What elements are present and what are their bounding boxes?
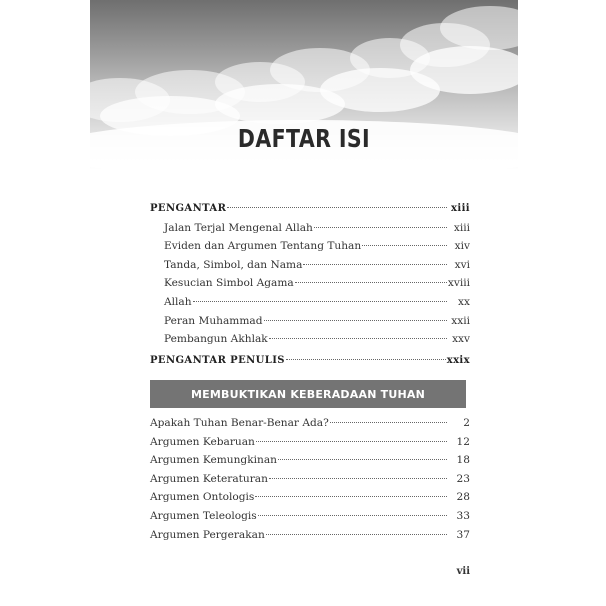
toc-page-number: xxii <box>451 314 470 327</box>
toc-page-number: xvi <box>454 258 470 271</box>
dot-leader <box>362 245 447 246</box>
toc-entry-label: Argumen Kemungkinan <box>150 454 277 467</box>
toc-entry-label: Argumen Kebaruan <box>150 435 255 448</box>
dot-leader <box>258 515 447 516</box>
dot-leader <box>255 496 447 497</box>
toc-entry-label: Allah <box>164 295 192 308</box>
toc-page-number: 18 <box>456 454 470 467</box>
dot-leader <box>256 441 447 442</box>
toc-page-number: 23 <box>456 472 470 485</box>
toc-page-number: 28 <box>456 491 470 504</box>
dot-leader <box>193 301 447 302</box>
toc-entry-label: Argumen Pergerakan <box>150 528 265 541</box>
toc-entry-label: Jalan Terjal Mengenal Allah <box>164 221 313 234</box>
toc-row[interactable] <box>150 312 470 331</box>
toc-entry-label: Argumen Keteraturan <box>150 472 268 485</box>
toc-entry-label: Tanda, Simbol, dan Nama <box>164 258 303 271</box>
toc-entry-label: PENGANTAR PENULIS <box>150 354 285 366</box>
toc-row[interactable] <box>150 237 470 256</box>
dot-leader <box>278 459 447 460</box>
toc-row[interactable] <box>150 293 470 312</box>
toc-page-number: xiii <box>453 221 470 234</box>
toc-row[interactable] <box>150 451 470 470</box>
toc-row[interactable] <box>150 488 470 507</box>
toc-entry-label: Apakah Tuhan Benar-Benar Ada? <box>150 417 329 429</box>
toc-page-number: xviii <box>447 277 470 290</box>
dot-leader <box>295 282 447 283</box>
toc-row[interactable] <box>150 433 470 452</box>
dot-leader <box>266 534 447 535</box>
toc-row[interactable] <box>150 352 470 371</box>
toc-row[interactable] <box>150 507 470 526</box>
toc-page-number: xiii <box>451 203 470 214</box>
front-matter-toc <box>150 200 470 370</box>
toc-row[interactable] <box>150 414 470 433</box>
dot-leader <box>286 359 446 360</box>
toc-entry-label: Argumen Teleologis <box>150 509 257 522</box>
toc-row[interactable] <box>150 274 470 293</box>
toc-row[interactable] <box>150 470 470 489</box>
page-title: DAFTAR ISI <box>237 124 371 153</box>
toc-row[interactable] <box>150 330 470 349</box>
toc-page-number: xxv <box>452 333 470 346</box>
toc-row[interactable] <box>150 219 470 238</box>
toc-entry-label: Kesucian Simbol Agama <box>164 277 294 290</box>
dot-leader <box>264 320 448 321</box>
toc-page-number: xx <box>458 295 470 308</box>
dot-leader <box>227 207 447 208</box>
toc-row[interactable] <box>150 200 470 219</box>
toc-entry-label: PENGANTAR <box>150 203 227 214</box>
book-page <box>90 0 518 606</box>
toc-page-number: 37 <box>456 528 470 541</box>
section-banner: MEMBUKTIKAN KEBERADAAN TUHAN <box>150 380 466 408</box>
section-toc <box>150 414 470 544</box>
dot-leader <box>269 478 447 479</box>
dot-leader <box>314 227 447 228</box>
toc-page-number: 33 <box>456 509 470 522</box>
toc-entry-label: Pembangun Akhlak <box>164 333 268 346</box>
page-folio: vii <box>456 566 470 577</box>
toc-row[interactable] <box>150 526 470 545</box>
dot-leader <box>330 422 447 423</box>
toc-row[interactable] <box>150 256 470 275</box>
toc-page-number: 2 <box>463 417 470 429</box>
toc-entry-label: Argumen Ontologis <box>150 491 255 504</box>
toc-page-number: xxix <box>446 354 470 366</box>
toc-page-number: xiv <box>454 240 470 253</box>
toc-page-number: 12 <box>456 435 470 448</box>
dot-leader <box>303 264 447 265</box>
toc-entry-label: Peran Muhammad <box>164 314 263 327</box>
dot-leader <box>269 338 447 339</box>
toc-entry-label: Eviden dan Argumen Tentang Tuhan <box>164 240 362 253</box>
